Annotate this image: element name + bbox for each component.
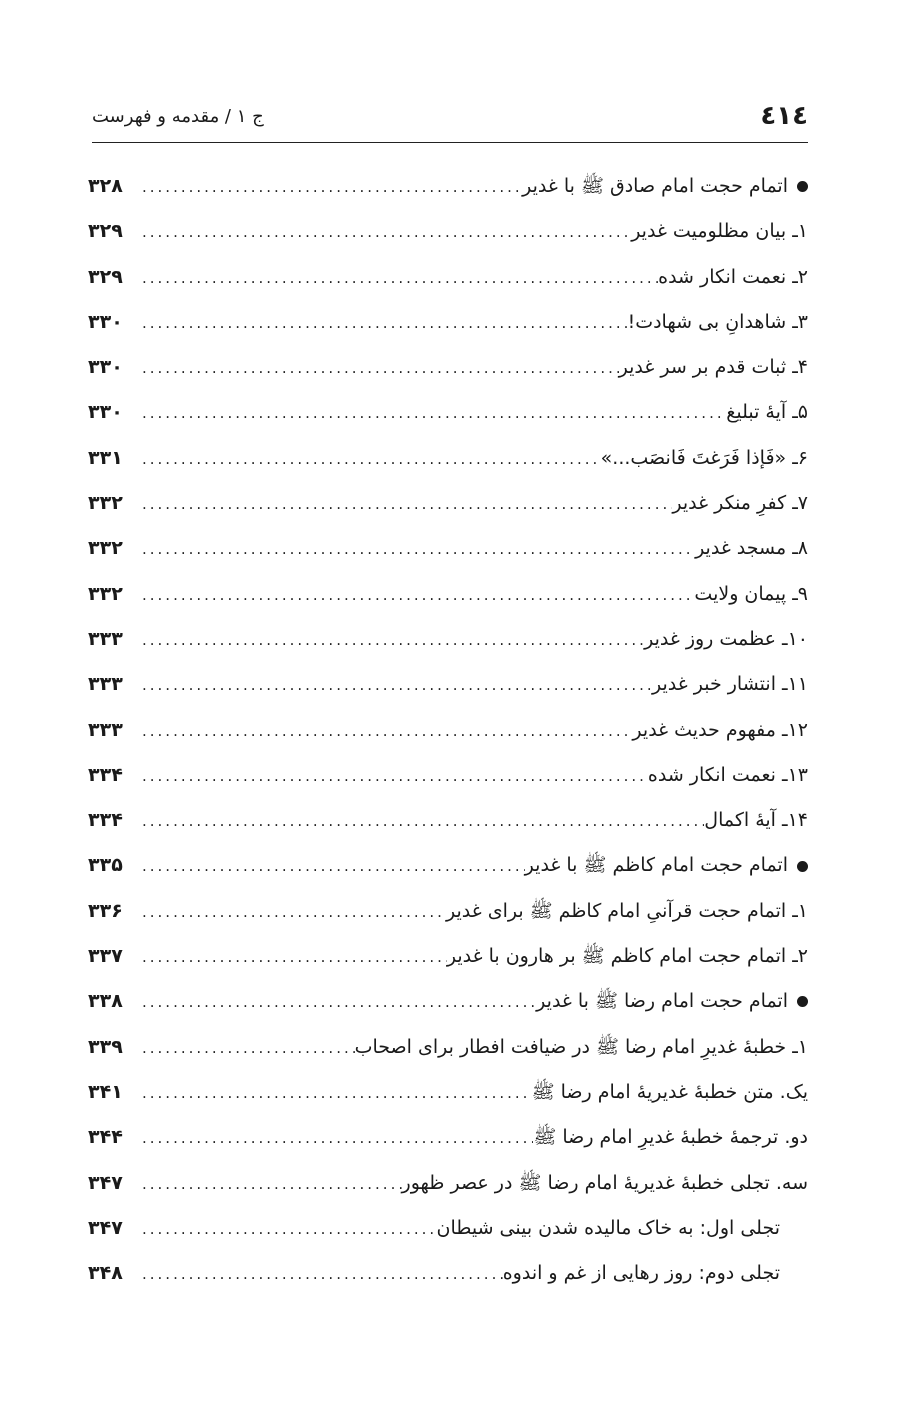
toc-entry-page-number: ۳۳۳ bbox=[88, 718, 123, 741]
dot-leader bbox=[136, 256, 658, 300]
toc-entry bbox=[88, 753, 808, 798]
toc-entry-title: تجلی اول: به خاک مالیده شدن بینی شیطان bbox=[436, 1216, 780, 1239]
dot-leader bbox=[136, 301, 628, 345]
table-of-contents bbox=[88, 164, 808, 1296]
toc-entry-page-number: ۳۴۴ bbox=[88, 1126, 123, 1149]
toc-entry-title: ۱ـ بیان مظلومیت غدیر bbox=[631, 220, 808, 243]
toc-entry bbox=[88, 1161, 808, 1206]
dot-leader bbox=[136, 844, 525, 888]
toc-entry-page-number: ۳۳۰ bbox=[88, 310, 123, 333]
toc-entry-page-number: ۳۲۹ bbox=[88, 265, 123, 288]
toc-entry-page-number: ۳۲۸ bbox=[88, 175, 123, 197]
toc-entry bbox=[88, 1025, 808, 1070]
toc-entry-title: سه. تجلی خطبهٔ غدیریهٔ امام رضا ﷺ در عصر ظهور bbox=[401, 1171, 808, 1194]
dot-leader bbox=[136, 165, 522, 209]
toc-entry bbox=[88, 1206, 808, 1251]
toc-entry-title: ۱۳ـ نعمت انکار شده bbox=[647, 763, 808, 786]
dot-leader bbox=[136, 754, 648, 798]
toc-entry bbox=[88, 436, 808, 481]
toc-entry-title: ۷ـ کفرِ منکر غدیر bbox=[672, 492, 808, 515]
dot-leader bbox=[136, 935, 447, 979]
dot-leader bbox=[136, 980, 536, 1024]
dot-leader bbox=[136, 210, 631, 254]
toc-entry-page-number: ۳۳۴ bbox=[88, 809, 123, 832]
toc-entry bbox=[88, 934, 808, 979]
toc-entry-page-number: ۳۳۱ bbox=[88, 446, 123, 469]
toc-entry-title: ۱۴ـ آیهٔ اکمال bbox=[704, 809, 808, 832]
toc-entry bbox=[88, 889, 808, 934]
toc-entry-title: یک. متن خطبهٔ غدیریهٔ امام رضا ﷺ bbox=[531, 1080, 808, 1103]
toc-entry-title: ۲ـ نعمت انکار شده bbox=[658, 265, 808, 288]
toc-entry bbox=[88, 617, 808, 662]
toc-entry-page-number: ۳۳۸ bbox=[88, 990, 123, 1013]
dot-leader bbox=[136, 391, 726, 435]
dot-leader bbox=[136, 709, 632, 753]
toc-entry-title: ۱ـ اتمام حجت قرآنیِ امام کاظم ﷺ برای غدیر bbox=[445, 899, 808, 922]
dot-leader bbox=[136, 1162, 402, 1206]
dot-leader bbox=[136, 346, 619, 390]
toc-entry-title: ۱۰ـ عظمت روز غدیر bbox=[644, 627, 808, 650]
toc-entry-title: ۹ـ پیمان ولایت bbox=[694, 582, 808, 605]
toc-entry-title: ۶ـ «فَإذا فَرَغتَ فَانصَب...» bbox=[600, 446, 808, 469]
bullet-icon bbox=[797, 996, 808, 1007]
toc-entry-title: ۴ـ ثبات قدم بر سر غدیر bbox=[618, 356, 808, 379]
toc-entry-page-number: ۳۳۳ bbox=[88, 673, 123, 696]
toc-entry bbox=[88, 300, 808, 345]
toc-entry-page-number: ۳۳۳ bbox=[88, 627, 123, 650]
toc-entry-title: ۵ـ آیهٔ تبلیغ bbox=[726, 401, 808, 424]
toc-entry-page-number: ۳۳۹ bbox=[88, 1035, 123, 1058]
toc-entry-page-number: ۳۴۷ bbox=[88, 1171, 123, 1194]
toc-entry-title: ۳ـ شاهدانِ بی شهادت! bbox=[627, 310, 808, 333]
toc-entry-title: ۱۲ـ مفهوم حدیث غدیر bbox=[632, 718, 808, 741]
toc-entry bbox=[88, 345, 808, 390]
toc-entry bbox=[88, 526, 808, 571]
toc-entry bbox=[88, 1115, 808, 1160]
toc-entry bbox=[88, 572, 808, 617]
toc-entry bbox=[88, 481, 808, 526]
toc-entry bbox=[88, 209, 808, 254]
toc-entry-page-number: ۳۳۷ bbox=[88, 945, 123, 968]
toc-entry-title: اتمام حجت امام صادق ﷺ با غدیر bbox=[522, 175, 788, 197]
toc-entry-page-number: ۳۲۹ bbox=[88, 220, 123, 243]
dot-leader bbox=[136, 1116, 533, 1160]
toc-entry-title: اتمام حجت امام کاظم ﷺ با غدیر bbox=[524, 854, 788, 877]
toc-entry-page-number: ۳۳۲ bbox=[88, 537, 123, 560]
toc-entry-title: دو. ترجمهٔ خطبهٔ غدیرِ امام رضا ﷺ bbox=[533, 1126, 808, 1149]
page-header bbox=[92, 96, 808, 136]
toc-entry-page-number: ۳۴۷ bbox=[88, 1216, 123, 1239]
dot-leader bbox=[136, 1207, 437, 1251]
toc-entry-page-number: ۳۳۶ bbox=[88, 899, 123, 922]
dot-leader bbox=[136, 890, 446, 934]
toc-entry bbox=[88, 255, 808, 300]
toc-entry bbox=[88, 662, 808, 707]
dot-leader bbox=[136, 1252, 503, 1296]
bullet-icon bbox=[797, 181, 808, 192]
toc-entry-title: تجلی دوم: روز رهایی از غم و اندوه bbox=[502, 1262, 780, 1285]
toc-entry-page-number: ۳۳۰ bbox=[88, 401, 123, 424]
dot-leader bbox=[136, 437, 601, 481]
header-divider bbox=[92, 142, 808, 143]
toc-entry-page-number: ۳۳۲ bbox=[88, 582, 123, 605]
toc-entry bbox=[88, 798, 808, 843]
toc-entry-page-number: ۳۳۴ bbox=[88, 763, 123, 786]
dot-leader bbox=[136, 1071, 532, 1115]
bullet-icon bbox=[797, 861, 808, 872]
toc-entry bbox=[88, 390, 808, 435]
toc-entry bbox=[88, 164, 808, 209]
dot-leader bbox=[136, 618, 644, 662]
toc-entry-page-number: ۳۴۸ bbox=[88, 1262, 123, 1285]
toc-entry-title: ۱ـ خطبهٔ غدیرِ امام رضا ﷺ در ضیافت افطار برای اصحاب bbox=[354, 1035, 808, 1058]
dot-leader bbox=[136, 482, 672, 526]
dot-leader bbox=[136, 573, 694, 617]
toc-entry-title: ۸ـ مسجد غدیر bbox=[695, 537, 808, 560]
toc-entry-page-number: ۳۳۵ bbox=[88, 854, 123, 877]
toc-entry-page-number: ۳۳۲ bbox=[88, 492, 123, 515]
toc-entry bbox=[88, 1070, 808, 1115]
toc-entry bbox=[88, 708, 808, 753]
dot-leader bbox=[136, 799, 704, 843]
toc-entry bbox=[88, 979, 808, 1024]
toc-entry bbox=[88, 1251, 808, 1296]
toc-entry-page-number: ۳۳۰ bbox=[88, 356, 123, 379]
toc-entry-page-number: ۳۴۱ bbox=[88, 1080, 123, 1103]
running-title: ج ۱ / مقدمه و فهرست bbox=[92, 105, 264, 127]
toc-entry bbox=[88, 843, 808, 888]
toc-entry-title: اتمام حجت امام رضا ﷺ با غدیر bbox=[536, 990, 788, 1013]
dot-leader bbox=[136, 527, 695, 571]
toc-entry-title: ۱۱ـ انتشار خبر غدیر bbox=[652, 673, 808, 696]
dot-leader bbox=[136, 1026, 355, 1070]
page-number: ٤١٤ bbox=[760, 101, 808, 131]
toc-entry-title: ۲ـ اتمام حجت امام کاظم ﷺ بر هارون با غدیر bbox=[446, 945, 808, 968]
dot-leader bbox=[136, 663, 652, 707]
